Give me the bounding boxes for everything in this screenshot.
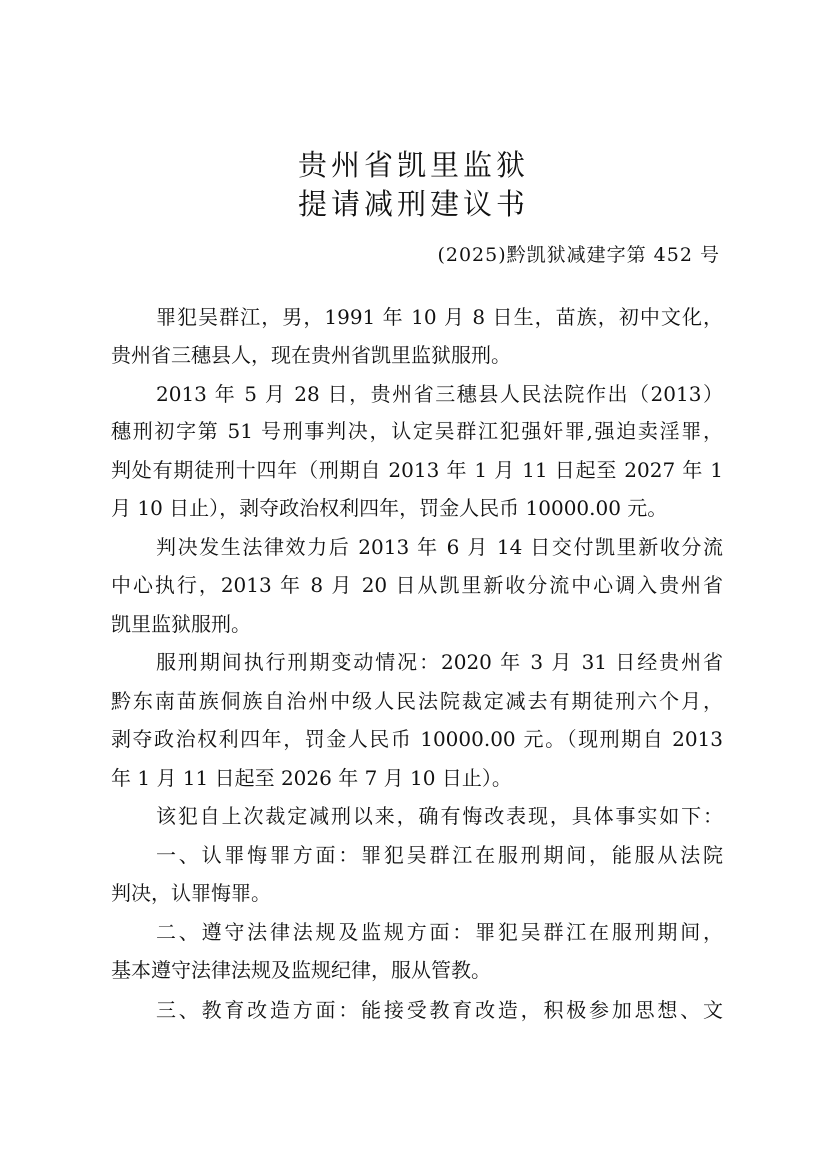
body-line: 服刑期间执行刑期变动情况：2020 年 3 月 31 日经贵州省 — [156, 650, 723, 674]
body-line: 穗刑初字第 51 号刑事判决，认定吴群江犯强奸罪,强迫卖淫罪， — [111, 419, 723, 443]
body-line: 该犯自上次裁定减刑以来，确有悔改表现，具体事实如下： — [156, 804, 723, 828]
body-line: 一、认罪悔罪方面：罪犯吴群江在服刑期间，能服从法院 — [156, 843, 723, 867]
body-line: 三、教育改造方面：能接受教育改造，积极参加思想、文 — [156, 998, 723, 1022]
document-title-line1: 贵州省凯里监狱 — [297, 148, 529, 182]
body-line: 基本遵守法律法规及监规纪律，服从管教。 — [111, 958, 491, 982]
body-line: 二、遵守法律法规及监规方面：罪犯吴群江在服刑期间， — [156, 920, 723, 944]
body-line: 2013 年 5 月 28 日，贵州省三穗县人民法院作出（2013） — [156, 382, 723, 406]
body-line: 判决，认罪悔罪。 — [111, 881, 271, 905]
body-line: 中心执行，2013 年 8 月 20 日从凯里新收分流中心调入贵州省 — [111, 573, 723, 597]
body-line: 判决发生法律效力后 2013 年 6 月 14 日交付凯里新收分流 — [156, 535, 723, 559]
body-line: 判处有期徒刑十四年（刑期自 2013 年 1 月 11 日起至 2027 年 1 — [111, 458, 723, 482]
body-line: 罪犯吴群江，男，1991 年 10 月 8 日生，苗族，初中文化， — [156, 305, 723, 329]
body-line: 剥夺政治权利四年，罚金人民币 10000.00 元。（现刑期自 2013 — [111, 727, 723, 751]
body-line: 贵州省三穗县人，现在贵州省凯里监狱服刑。 — [111, 343, 511, 367]
document-title-line2: 提请减刑建议书 — [297, 187, 529, 221]
body-line: 月 10 日止），剥夺政治权利四年，罚金人民币 10000.00 元。 — [111, 496, 668, 520]
body-line: 凯里监狱服刑。 — [111, 612, 251, 636]
document-number: (2025)黔凯狱减建字第 452 号 — [437, 244, 720, 266]
body-line: 年 1 月 11 日起至 2026 年 7 月 10 日止）。 — [111, 766, 512, 790]
body-line: 黔东南苗族侗族自治州中级人民法院裁定减去有期徒刑六个月， — [111, 689, 723, 713]
